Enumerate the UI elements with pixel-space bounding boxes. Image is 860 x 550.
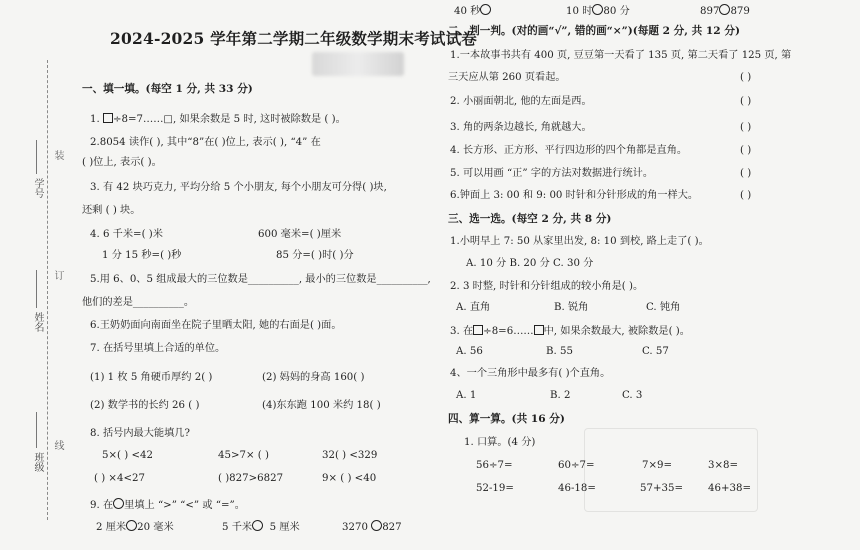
s1-q9-b: 5 千米 5 厘米 <box>222 522 300 533</box>
s2-q3: 3. 角的两条边越长, 角就越大。 <box>450 122 592 133</box>
s1-q7-3: (2) 数学书的长约 26 ( ) <box>90 400 200 411</box>
s2-q5: 5. 可以用画 “正” 字的方法对数据进行统计。 <box>450 168 654 179</box>
calc-5: 52-19= <box>476 483 514 494</box>
carry-over-b: 10 时 80 分 <box>566 6 630 17</box>
s1-q9: 9. 在 里填上 “>” “<” 或 “=”。 <box>90 500 245 511</box>
s1-q7-2: (2) 妈妈的身高 160( ) <box>262 372 365 383</box>
compare-circle <box>252 520 263 531</box>
s3-q2-option-b: B. 锐角 <box>554 302 589 313</box>
compare-circle <box>719 4 730 15</box>
s3-q1: 1.小明早上 7: 50 从家里出发, 8: 10 到校, 路上走了( )。 <box>450 236 709 247</box>
compare-circle <box>592 4 603 15</box>
exam-title: 2024-2025 学年第二学期二年级数学期末考试试卷 <box>110 29 478 48</box>
compare-circle <box>126 520 137 531</box>
s3-q3: 3. 在 ÷8=6…… 中, 如果余数最大, 被除数是( )。 <box>450 326 690 337</box>
circle-symbol <box>113 498 124 509</box>
label-class: 班级 <box>32 452 43 472</box>
s2-q1-answer: ( ) <box>740 72 752 83</box>
binding-mark-zhuang: 装 <box>52 150 63 160</box>
s1-q6: 6.王奶奶面向南面坐在院子里晒太阳, 她的右面是( )面。 <box>90 320 342 331</box>
s3-q4: 4、一个三角形中最多有( )个直角。 <box>450 368 611 379</box>
s2-q5-answer: ( ) <box>740 168 752 179</box>
s3-q1-options: A. 10 分 B. 20 分 C. 30 分 <box>466 258 594 269</box>
box-symbol <box>473 325 483 335</box>
s1-q5-line1: 5.用 6、0、5 组成最大的三位数是__________, 最小的三位数是__________, <box>90 274 431 285</box>
binding-margin <box>0 0 70 550</box>
s1-q8: 8. 括号内最大能填几? <box>90 428 190 439</box>
s3-q2-option-c: C. 钝角 <box>646 302 681 313</box>
s1-q1: 1. ÷8=7……□, 如果余数是 5 时, 这时被除数是 ( )。 <box>90 114 346 125</box>
s2-q6: 6.钟面上 3: 00 和 9: 00 时针和分针形成的角一样大。 <box>450 190 699 201</box>
s2-q2-answer: ( ) <box>740 96 752 107</box>
s3-q3-option-b: B. 55 <box>546 346 573 357</box>
s3-q2: 2. 3 时整, 时针和分针组成的较小角是( )。 <box>450 281 644 292</box>
s1-q9-c: 3270 827 <box>342 522 402 533</box>
calc-1: 56÷7= <box>476 460 513 471</box>
calc-8: 46+38= <box>708 483 751 494</box>
s1-q8-d: ( ) ×4<27 <box>94 473 145 484</box>
s1-q8-c: 32( ) <329 <box>322 450 378 461</box>
section-2-heading: 二、判一判。(对的画“√”, 错的画“×”)(每题 2 分, 共 12 分) <box>448 25 740 37</box>
s1-q3-line2: 还剩 ( ) 块。 <box>82 205 141 216</box>
s2-q6-answer: ( ) <box>740 190 752 201</box>
s1-q8-f: 9× ( ) <40 <box>322 473 377 484</box>
s3-q3-option-c: C. 57 <box>642 346 669 357</box>
s3-q4-option-b: B. 2 <box>550 390 571 401</box>
compare-circle <box>480 4 491 15</box>
s1-q8-b: 45>7× ( ) <box>218 450 269 461</box>
section-3-heading: 三、选一选。(每空 2 分, 共 8 分) <box>448 213 612 225</box>
s1-q2-line1: 2.8054 读作( ), 其中“8”在( )位上, 表示( ), “4” 在 <box>90 137 321 148</box>
class-line <box>36 412 37 448</box>
s3-q4-option-a: A. 1 <box>456 390 477 401</box>
binding-mark-ding: 订 <box>52 270 63 280</box>
s1-q4-b: 600 毫米=( )厘米 <box>258 229 342 240</box>
section-4-heading: 四、算一算。(共 16 分) <box>448 413 565 425</box>
calc-7: 57+35= <box>640 483 683 494</box>
label-student-id: 学号 <box>32 178 43 198</box>
binding-dashed-line <box>47 60 48 520</box>
name-line <box>36 270 37 308</box>
redacted-area <box>312 52 404 76</box>
s1-q7-4: (4)东东跑 100 米约 18( ) <box>262 400 381 411</box>
compare-circle <box>371 520 382 531</box>
s2-q3-answer: ( ) <box>740 122 752 133</box>
s1-q8-a: 5×( ) <42 <box>102 450 153 461</box>
carry-over-c: 897 879 <box>700 6 750 17</box>
s1-q7: 7. 在括号里填上合适的单位。 <box>90 343 226 354</box>
carry-over-a: 40 秒 <box>454 4 491 17</box>
label-name: 姓名 <box>32 312 43 332</box>
calc-2: 60÷7= <box>558 460 595 471</box>
calc-6: 46-18= <box>558 483 596 494</box>
s2-q1-line2: 三天应从第 260 页看起。 <box>448 72 566 83</box>
s3-q4-option-c: C. 3 <box>622 390 643 401</box>
s2-q1-line1: 1.一本故事书共有 400 页, 豆豆第一天看了 135 页, 第二天看了 125 页, 第 <box>450 50 792 61</box>
calc-4: 3×8= <box>708 460 739 471</box>
box-symbol <box>103 113 113 123</box>
s1-q4-a: 4. 6 千米=( )米 <box>90 229 163 240</box>
s1-q7-1: (1) 1 枚 5 角硬币厚约 2( ) <box>90 372 213 383</box>
s1-q5-line2: 他们的差是__________。 <box>82 297 195 308</box>
student-id-line <box>36 140 37 174</box>
s4-subheading: 1. 口算。(4 分) <box>464 437 536 448</box>
s1-q2-line2: ( )位上, 表示( )。 <box>82 157 162 168</box>
s1-q8-e: ( )827>6827 <box>218 473 284 484</box>
box-symbol <box>534 325 544 335</box>
s2-q4-answer: ( ) <box>740 145 752 156</box>
s1-q9-a: 2 厘米 20 毫米 <box>96 522 174 533</box>
s1-q3-line1: 3. 有 42 块巧克力, 平均分给 5 个小朋友, 每个小朋友可分得( )块, <box>90 182 387 193</box>
calc-3: 7×9= <box>642 460 673 471</box>
section-1-heading: 一、填一填。(每空 1 分, 共 33 分) <box>82 83 253 95</box>
s2-q4: 4. 长方形、正方形、平行四边形的四个角都是直角。 <box>450 145 688 156</box>
s2-q2: 2. 小丽面朝北, 他的左面是西。 <box>450 96 592 107</box>
s1-q4-c: 1 分 15 秒=( )秒 <box>102 250 182 261</box>
s3-q2-option-a: A. 直角 <box>456 302 491 313</box>
s3-q3-option-a: A. 56 <box>456 346 483 357</box>
binding-mark-xian: 线 <box>52 440 63 450</box>
s1-q4-d: 85 分=( )时( )分 <box>276 250 354 261</box>
